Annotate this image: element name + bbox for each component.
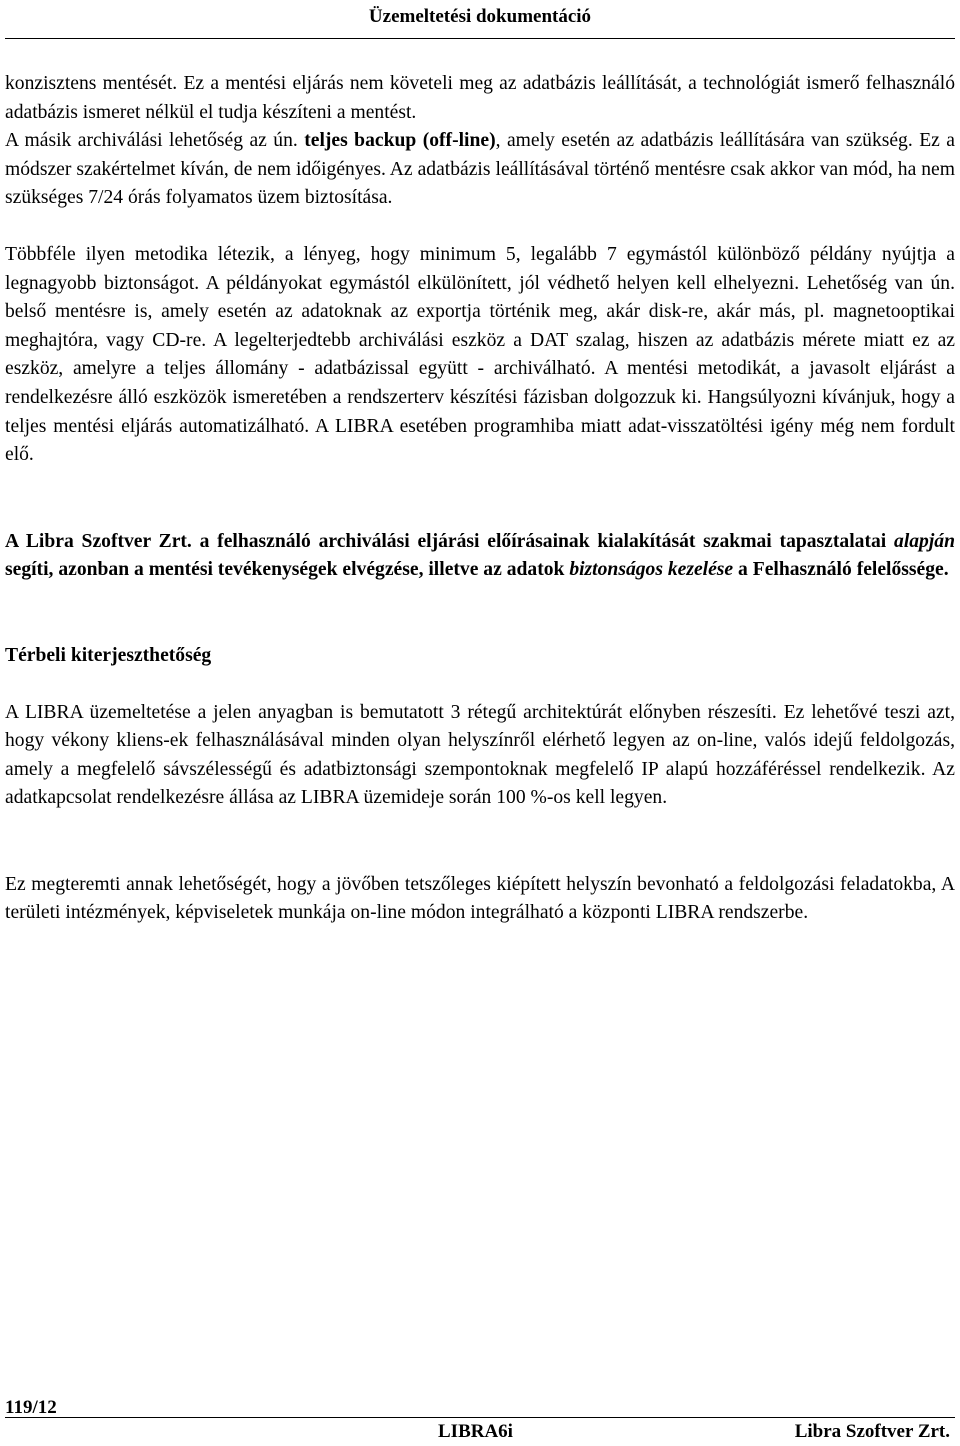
paragraph-backup-offline: [5, 127, 955, 213]
document-title: Üzemeltetési dokumentáció: [368, 6, 592, 27]
paragraph-responsibility: [5, 528, 955, 585]
paragraph-backup-online: konzisztens mentését. Ez a mentési eljárás nem követeli meg az adatbázis leállítását, a technológiát ismerő felhasználó adatbázis ismeret nélkül el tudja készíteni a mentést.: [5, 73, 955, 123]
page-footer: [0, 1397, 960, 1446]
p2-bold-term: teljes backup (off-line): [304, 130, 496, 152]
paragraph-architecture: A LIBRA üzemeltetése a jelen anyagban is bemutatott 3 rétegű architektúrát előnyben részesíti. Ez lehetővé teszi azt, hogy vékony kliens-ek felhasználásával minden olyan helyszínről elérhető legyen az on-line, valós idejű feldolgozás, amely a megfelelő sávszélességű és adatbiztonsági szempontoknak megfelelő IP alapú hozzáféréssel rendelkezik. Az adatkapcsolat rendelkezésre állása az LIBRA üzemideje során 100 %-os kell legyen.: [5, 701, 955, 809]
footer-divider: [5, 1417, 955, 1418]
document-body: [5, 70, 955, 928]
paragraph-integration: Ez megteremti annak lehetőségét, hogy a jövőben tetszőleges kiépített helyszín bevonható a feldolgozási feladatokba, A területi intézmények, képviseletek munkája on-line módon integrálható a központi LIBRA rendszerbe.: [5, 873, 955, 924]
header-divider: [5, 38, 955, 39]
page-number: 119/12: [5, 1397, 57, 1418]
section-heading: Térbeli kiterjeszthetőség: [5, 644, 212, 666]
p2-text-a: A másik archiválási lehetőség az ún.: [5, 130, 305, 152]
p4-part-3: segíti, azonban a mentési tevékenységek elvégzése, illetve az adatok: [5, 559, 570, 581]
paragraph-methodology: Többféle ilyen metodika létezik, a lényeg, hogy minimum 5, legalább 7 egymástól különböző példány nyújtja a legnagyobb biztonságot. A példányokat egymástól elkülönített, jól védhető helyen kell elhelyezni. Lehetőség van ún. belső mentésre is, amely esetén az adatoknak az exportja történik meg, akár disk-re, akár más, pl. magnetooptikai meghajtóra, vagy CD-re. A legelterjedtebb archiválási eszköz a DAT szalag, hiszen az adatbázis mérete miatt ez az eszköz, amelyre a teljes állomány - adatbázissal együtt - archiválható. A mentési metodikát, a javasolt eljárást a rendelkezésre álló eszközök ismeretében a rendszerterv készítési fázisban dolgozzuk ki. Hangsúlyozni kívánjuk, hogy a teljes mentési eljárás automatizálható. A LIBRA esetében programhiba miatt adat-visszatöltési igény még nem fordult elő.: [5, 243, 955, 466]
page-header: [0, 0, 960, 40]
p4-part-4: biztonságos kezelése: [569, 559, 734, 581]
p4-part-1: A Libra Szoftver Zrt. a felhasználó archiválási eljárási előírásainak kialakítását szakmai tapasztalatai: [5, 530, 895, 552]
p4-part-2: alapján: [894, 530, 955, 552]
company-name: Libra Szoftver Zrt.: [794, 1421, 950, 1442]
p4-part-5: a Felhasználó felelőssége.: [733, 559, 949, 581]
p2-text-b: , amely esetén az adatbázis leállítására van szükség. Ez a módszer szakértelmet kíván, de nem időigényes. Az adatbázis leállításával történő mentésre csak akkor van mód, ha nem szükséges 7/24 órás folyamatos üzem biztosítása.: [5, 130, 955, 209]
product-name: LIBRA6i: [438, 1421, 513, 1442]
